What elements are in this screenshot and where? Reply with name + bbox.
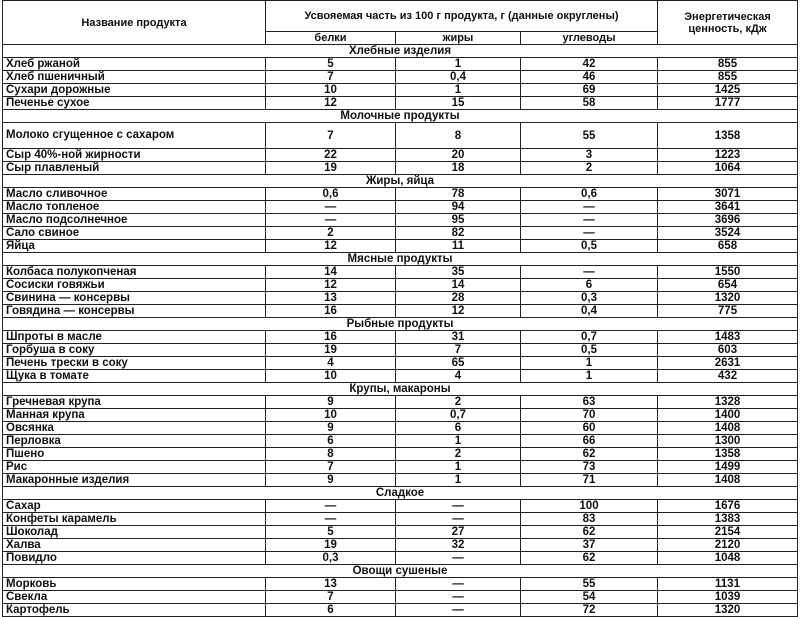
- energy-cell: 855: [658, 58, 798, 71]
- proteins-cell: 19: [266, 162, 396, 175]
- energy-cell: 1320: [658, 604, 798, 617]
- energy-cell: 658: [658, 240, 798, 253]
- proteins-cell: 7: [266, 591, 396, 604]
- product-name-cell: Говядина — консервы: [3, 305, 266, 318]
- energy-cell: 1425: [658, 84, 798, 97]
- product-name-cell: Хлеб пшеничный: [3, 71, 266, 84]
- energy-cell: 775: [658, 305, 798, 318]
- proteins-cell: 19: [266, 539, 396, 552]
- energy-cell: 1039: [658, 591, 798, 604]
- table-body: [3, 45, 798, 617]
- carbs-cell: 69: [521, 84, 658, 97]
- energy-cell: 654: [658, 279, 798, 292]
- energy-cell: 432: [658, 370, 798, 383]
- section-row: [3, 318, 798, 331]
- fats-cell: 0,7: [396, 409, 521, 422]
- carbs-cell: 66: [521, 435, 658, 448]
- carbs-cell: 2: [521, 162, 658, 175]
- carbs-cell: 70: [521, 409, 658, 422]
- proteins-cell: —: [266, 500, 396, 513]
- proteins-cell: 12: [266, 279, 396, 292]
- product-name-cell: Морковь: [3, 578, 266, 591]
- energy-cell: 1499: [658, 461, 798, 474]
- fats-cell: 14: [396, 279, 521, 292]
- section-row: [3, 110, 798, 123]
- table-row: [3, 552, 798, 565]
- proteins-cell: 16: [266, 305, 396, 318]
- fats-header: жиры: [396, 32, 521, 45]
- product-name-cell: Сыр плавленый: [3, 162, 266, 175]
- carbs-cell: 0,6: [521, 188, 658, 201]
- nutrition-table: [2, 0, 798, 617]
- product-name-cell: Колбаса полукопченая: [3, 266, 266, 279]
- carbs-cell: 60: [521, 422, 658, 435]
- fats-cell: 65: [396, 357, 521, 370]
- proteins-cell: 4: [266, 357, 396, 370]
- table-header: [3, 1, 798, 45]
- product-name-cell: Сыр 40%-ной жирности: [3, 149, 266, 162]
- table-row: [3, 526, 798, 539]
- table-row: [3, 500, 798, 513]
- carbs-cell: —: [521, 266, 658, 279]
- product-name-cell: Яйца: [3, 240, 266, 253]
- product-name-cell: Гречневая крупа: [3, 396, 266, 409]
- product-name-cell: Шоколад: [3, 526, 266, 539]
- energy-cell: 2631: [658, 357, 798, 370]
- product-name-cell: Сухари дорожные: [3, 84, 266, 97]
- carbs-cell: 83: [521, 513, 658, 526]
- proteins-cell: 10: [266, 409, 396, 422]
- fats-cell: 6: [396, 422, 521, 435]
- section-title: Хлебные изделия: [3, 45, 798, 58]
- table-row: [3, 71, 798, 84]
- proteins-cell: 16: [266, 331, 396, 344]
- carbs-cell: 55: [521, 123, 658, 149]
- fats-cell: 32: [396, 539, 521, 552]
- product-name-cell: Молоко сгущенное с сахаром: [3, 123, 266, 149]
- proteins-cell: 7: [266, 71, 396, 84]
- proteins-cell: 13: [266, 578, 396, 591]
- product-name-cell: Печень трески в соку: [3, 357, 266, 370]
- product-name-cell: Свекла: [3, 591, 266, 604]
- energy-cell: 2154: [658, 526, 798, 539]
- fats-cell: —: [396, 591, 521, 604]
- fats-cell: —: [396, 578, 521, 591]
- fats-cell: 35: [396, 266, 521, 279]
- fats-cell: —: [396, 604, 521, 617]
- table-row: [3, 513, 798, 526]
- section-row: [3, 487, 798, 500]
- section-title: Овощи сушеные: [3, 565, 798, 578]
- table-row: [3, 97, 798, 110]
- product-name-cell: Печенье сухое: [3, 97, 266, 110]
- energy-cell: 1408: [658, 422, 798, 435]
- table-row: [3, 604, 798, 617]
- section-row: [3, 383, 798, 396]
- product-name-cell: Картофель: [3, 604, 266, 617]
- energy-cell: 1358: [658, 448, 798, 461]
- digestible-header: Усвояемая часть из 100 г продукта, г (данные округлены): [266, 1, 658, 32]
- proteins-cell: 0,3: [266, 552, 396, 565]
- carbs-cell: 62: [521, 448, 658, 461]
- fats-cell: 27: [396, 526, 521, 539]
- proteins-cell: 8: [266, 448, 396, 461]
- section-row: [3, 175, 798, 188]
- product-name-cell: Сосиски говяжьи: [3, 279, 266, 292]
- proteins-cell: 12: [266, 240, 396, 253]
- proteins-cell: 10: [266, 370, 396, 383]
- proteins-cell: 13: [266, 292, 396, 305]
- proteins-cell: 10: [266, 84, 396, 97]
- carbs-cell: 58: [521, 97, 658, 110]
- energy-cell: 1676: [658, 500, 798, 513]
- energy-cell: 3524: [658, 227, 798, 240]
- proteins-cell: 0,6: [266, 188, 396, 201]
- carbs-cell: —: [521, 227, 658, 240]
- section-title: Рыбные продукты: [3, 318, 798, 331]
- energy-cell: 1320: [658, 292, 798, 305]
- carbs-cell: 0,7: [521, 331, 658, 344]
- section-title: Крупы, макароны: [3, 383, 798, 396]
- energy-cell: 1550: [658, 266, 798, 279]
- table-row: [3, 370, 798, 383]
- header-row-1: [3, 1, 798, 32]
- product-name-header: Название продукта: [3, 1, 266, 45]
- carbs-cell: 100: [521, 500, 658, 513]
- section-row: [3, 565, 798, 578]
- product-name-cell: Овсянка: [3, 422, 266, 435]
- product-name-cell: Сахар: [3, 500, 266, 513]
- product-name-cell: Повидло: [3, 552, 266, 565]
- carbs-cell: 55: [521, 578, 658, 591]
- energy-cell: 603: [658, 344, 798, 357]
- table-row: [3, 461, 798, 474]
- product-name-cell: Масло подсолнечное: [3, 214, 266, 227]
- table-row: [3, 448, 798, 461]
- carbs-cell: 62: [521, 552, 658, 565]
- carbs-cell: 72: [521, 604, 658, 617]
- energy-cell: 2120: [658, 539, 798, 552]
- fats-cell: 4: [396, 370, 521, 383]
- table-row: [3, 578, 798, 591]
- fats-cell: 1: [396, 435, 521, 448]
- carbs-cell: 0,4: [521, 305, 658, 318]
- proteins-cell: 6: [266, 604, 396, 617]
- product-name-cell: Щука в томате: [3, 370, 266, 383]
- table-row: [3, 279, 798, 292]
- fats-cell: 1: [396, 58, 521, 71]
- energy-cell: 3696: [658, 214, 798, 227]
- energy-cell: 1777: [658, 97, 798, 110]
- product-name-cell: Перловка: [3, 435, 266, 448]
- product-name-cell: Масло сливочное: [3, 188, 266, 201]
- energy-cell: 1131: [658, 578, 798, 591]
- fats-cell: 11: [396, 240, 521, 253]
- carbs-cell: 6: [521, 279, 658, 292]
- table-row: [3, 539, 798, 552]
- table-row: [3, 58, 798, 71]
- energy-cell: 1300: [658, 435, 798, 448]
- proteins-cell: 6: [266, 435, 396, 448]
- table-row: [3, 474, 798, 487]
- table-row: [3, 591, 798, 604]
- table-row: [3, 266, 798, 279]
- energy-cell: 1223: [658, 149, 798, 162]
- proteins-cell: —: [266, 513, 396, 526]
- fats-cell: 31: [396, 331, 521, 344]
- table-row: [3, 305, 798, 318]
- fats-cell: —: [396, 500, 521, 513]
- fats-cell: 7: [396, 344, 521, 357]
- carbs-cell: 54: [521, 591, 658, 604]
- table-row: [3, 357, 798, 370]
- product-name-cell: Горбуша в соку: [3, 344, 266, 357]
- energy-cell: 1328: [658, 396, 798, 409]
- carbs-cell: 1: [521, 357, 658, 370]
- section-row: [3, 45, 798, 58]
- product-name-cell: Пшено: [3, 448, 266, 461]
- product-name-cell: Халва: [3, 539, 266, 552]
- energy-cell: 1064: [658, 162, 798, 175]
- product-name-cell: Макаронные изделия: [3, 474, 266, 487]
- carbs-cell: 0,3: [521, 292, 658, 305]
- section-row: [3, 253, 798, 266]
- carbs-cell: 73: [521, 461, 658, 474]
- section-title: Мясные продукты: [3, 253, 798, 266]
- table-row: [3, 422, 798, 435]
- table-row: [3, 292, 798, 305]
- fats-cell: 2: [396, 448, 521, 461]
- table-row: [3, 201, 798, 214]
- carbs-cell: 71: [521, 474, 658, 487]
- proteins-cell: 7: [266, 461, 396, 474]
- fats-cell: 12: [396, 305, 521, 318]
- carbs-cell: 0,5: [521, 344, 658, 357]
- product-name-cell: Хлеб ржаной: [3, 58, 266, 71]
- fats-cell: 1: [396, 474, 521, 487]
- fats-cell: 15: [396, 97, 521, 110]
- energy-cell: 1400: [658, 409, 798, 422]
- table-row: [3, 240, 798, 253]
- table-row: [3, 84, 798, 97]
- fats-cell: 82: [396, 227, 521, 240]
- table-row: [3, 162, 798, 175]
- energy-cell: 3641: [658, 201, 798, 214]
- product-name-cell: Конфеты карамель: [3, 513, 266, 526]
- energy-cell: 3071: [658, 188, 798, 201]
- energy-cell: 855: [658, 71, 798, 84]
- carbs-cell: 0,5: [521, 240, 658, 253]
- carbs-cell: 62: [521, 526, 658, 539]
- fats-cell: —: [396, 552, 521, 565]
- product-name-cell: Сало свиное: [3, 227, 266, 240]
- energy-cell: 1483: [658, 331, 798, 344]
- product-name-cell: Шпроты в масле: [3, 331, 266, 344]
- table-row: [3, 214, 798, 227]
- fats-cell: 18: [396, 162, 521, 175]
- table-row: [3, 123, 798, 149]
- carbs-cell: 37: [521, 539, 658, 552]
- proteins-cell: 12: [266, 97, 396, 110]
- proteins-cell: 9: [266, 474, 396, 487]
- section-title: Жиры, яйца: [3, 175, 798, 188]
- fats-cell: 94: [396, 201, 521, 214]
- proteins-cell: 9: [266, 396, 396, 409]
- fats-cell: 95: [396, 214, 521, 227]
- proteins-cell: 19: [266, 344, 396, 357]
- table-row: [3, 435, 798, 448]
- fats-cell: —: [396, 513, 521, 526]
- carbs-cell: 1: [521, 370, 658, 383]
- proteins-header: белки: [266, 32, 396, 45]
- carbs-cell: —: [521, 201, 658, 214]
- fats-cell: 28: [396, 292, 521, 305]
- proteins-cell: 9: [266, 422, 396, 435]
- carbs-header: углеводы: [521, 32, 658, 45]
- table-row: [3, 409, 798, 422]
- fats-cell: 78: [396, 188, 521, 201]
- proteins-cell: 14: [266, 266, 396, 279]
- table-row: [3, 149, 798, 162]
- product-name-cell: Свинина — консервы: [3, 292, 266, 305]
- proteins-cell: 7: [266, 123, 396, 149]
- table-row: [3, 331, 798, 344]
- carbs-cell: 42: [521, 58, 658, 71]
- fats-cell: 20: [396, 149, 521, 162]
- proteins-cell: 2: [266, 227, 396, 240]
- fats-cell: 0,4: [396, 71, 521, 84]
- product-name-cell: Рис: [3, 461, 266, 474]
- energy-cell: 1408: [658, 474, 798, 487]
- proteins-cell: —: [266, 201, 396, 214]
- table-row: [3, 396, 798, 409]
- fats-cell: 8: [396, 123, 521, 149]
- product-name-cell: Масло топленое: [3, 201, 266, 214]
- section-title: Молочные продукты: [3, 110, 798, 123]
- table-row: [3, 344, 798, 357]
- energy-cell: 1358: [658, 123, 798, 149]
- proteins-cell: 22: [266, 149, 396, 162]
- proteins-cell: 5: [266, 526, 396, 539]
- proteins-cell: —: [266, 214, 396, 227]
- energy-header: Энергетическая ценность, кДж: [658, 1, 798, 45]
- product-name-cell: Манная крупа: [3, 409, 266, 422]
- carbs-cell: 46: [521, 71, 658, 84]
- table-row: [3, 188, 798, 201]
- carbs-cell: 63: [521, 396, 658, 409]
- fats-cell: 1: [396, 461, 521, 474]
- carbs-cell: 3: [521, 149, 658, 162]
- carbs-cell: —: [521, 214, 658, 227]
- proteins-cell: 5: [266, 58, 396, 71]
- fats-cell: 1: [396, 84, 521, 97]
- fats-cell: 2: [396, 396, 521, 409]
- energy-cell: 1048: [658, 552, 798, 565]
- section-title: Сладкое: [3, 487, 798, 500]
- energy-cell: 1383: [658, 513, 798, 526]
- table-row: [3, 227, 798, 240]
